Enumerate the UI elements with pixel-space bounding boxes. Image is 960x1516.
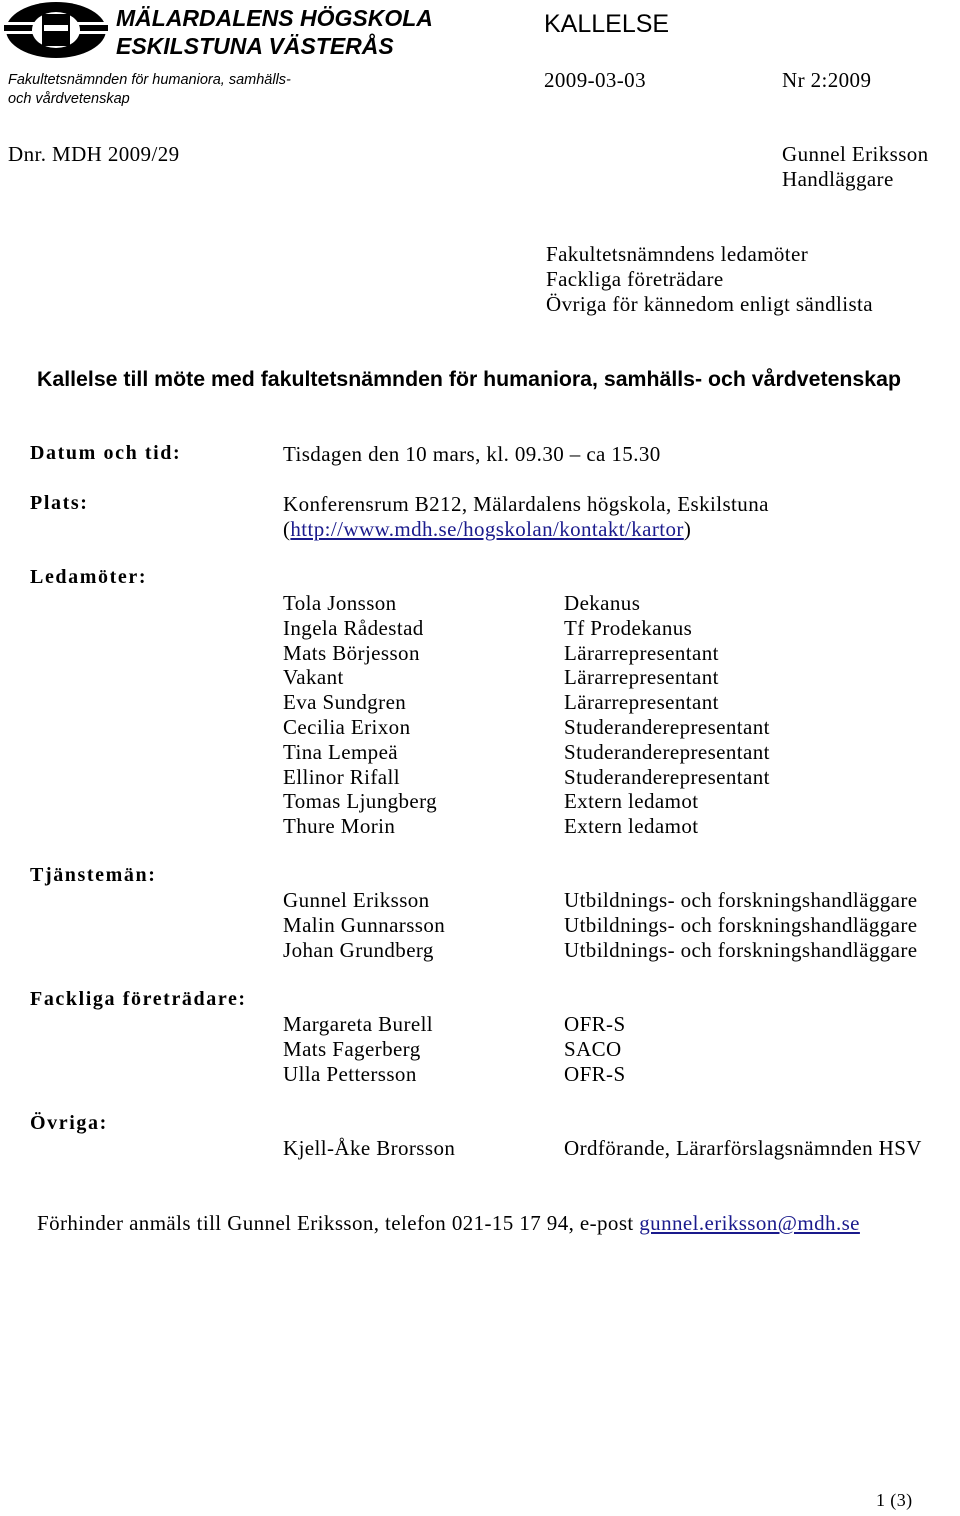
member-role: Dekanus bbox=[564, 591, 641, 615]
document-date: 2009-03-03 bbox=[544, 68, 646, 92]
document-type: KALLELSE bbox=[544, 10, 670, 38]
members-label: Ledamöter: bbox=[30, 566, 148, 588]
recipient-item: Övriga för kännedom enligt sändlista bbox=[546, 291, 873, 316]
document-number: Nr 2:2009 bbox=[782, 68, 872, 92]
official-role: Utbildnings- och forskningshandläggare bbox=[564, 912, 918, 937]
member-role: Lärarrepresentant bbox=[564, 640, 719, 665]
members-roles bbox=[564, 591, 770, 839]
member-name: Eva Sundgren bbox=[283, 690, 407, 715]
official-role: Utbildnings- och forskningshandläggare bbox=[564, 937, 918, 962]
absence-notice-text: Förhinder anmäls till Gunnel Eriksson, telefon 021-15 17 94, e-post bbox=[37, 1211, 640, 1235]
map-link[interactable]: http://www.mdh.se/hogskolan/kontakt/kartor bbox=[290, 517, 684, 541]
email-link[interactable]: gunnel.eriksson@mdh.se bbox=[639, 1211, 860, 1235]
member-name: Mats Börjesson bbox=[283, 640, 420, 665]
member-role: Extern ledamot bbox=[564, 789, 699, 814]
union-roles bbox=[564, 1012, 626, 1086]
recipient-item: Fakultetsnämndens ledamöter bbox=[546, 242, 809, 266]
page-title: Kallelse till möte med fakultetsnämnden för humaniora, samhälls- och vårdvetenskap bbox=[37, 367, 901, 391]
logo-emblem-icon bbox=[4, 0, 433, 62]
union-name: Ulla Pettersson bbox=[283, 1061, 417, 1086]
handler-role: Handläggare bbox=[782, 167, 894, 191]
members-names bbox=[283, 591, 437, 839]
union-role: SACO bbox=[564, 1036, 622, 1061]
member-name: Vakant bbox=[283, 665, 344, 690]
link-paren-open: ( bbox=[283, 517, 291, 541]
page-number: 1 (3) bbox=[876, 1490, 913, 1510]
member-name: Ingela Rådestad bbox=[283, 615, 424, 640]
official-name: Malin Gunnarsson bbox=[283, 912, 446, 937]
member-role: Lärarrepresentant bbox=[564, 665, 719, 690]
time-value: Tisdagen den 10 mars, kl. 09.30 – ca 15.30 bbox=[283, 442, 661, 466]
diary-number: Dnr. MDH 2009/29 bbox=[8, 142, 180, 166]
union-name: Mats Fagerberg bbox=[283, 1036, 421, 1061]
member-name: Tina Lempeä bbox=[283, 739, 399, 764]
member-name: Thure Morin bbox=[283, 814, 396, 839]
union-names bbox=[283, 1012, 433, 1086]
member-role: Tf Prodekanus bbox=[564, 615, 693, 640]
member-role: Lärarrepresentant bbox=[564, 690, 719, 715]
university-logo bbox=[4, 0, 433, 62]
time-label: Datum och tid: bbox=[30, 442, 182, 464]
others-role: Ordförande, Lärarförslagsnämnden HSV bbox=[564, 1136, 922, 1160]
recipient-list bbox=[546, 242, 873, 316]
union-name: Margareta Burell bbox=[283, 1012, 434, 1036]
officials-roles bbox=[564, 888, 917, 962]
place-map-link-line bbox=[283, 517, 691, 542]
recipient-item: Fackliga företrädare bbox=[546, 266, 724, 291]
official-name: Johan Grundberg bbox=[283, 937, 434, 962]
link-paren-close: ) bbox=[683, 517, 692, 541]
officials-names bbox=[283, 888, 445, 962]
member-role: Extern ledamot bbox=[564, 814, 699, 839]
svg-text:MÄLARDALENS HÖGSKOLA: MÄLARDALENS HÖGSKOLA bbox=[116, 5, 433, 31]
member-name: Ellinor Rifall bbox=[283, 764, 400, 789]
handler-name: Gunnel Eriksson bbox=[782, 142, 929, 166]
svg-text:ESKILSTUNA VÄSTERÅS: ESKILSTUNA VÄSTERÅS bbox=[116, 33, 394, 59]
others-label: Övriga: bbox=[30, 1112, 108, 1134]
officials-label: Tjänstemän: bbox=[30, 864, 157, 886]
faculty-name: Fakultetsnämnden för humaniora, samhälls- och vårdvetenskap bbox=[8, 72, 291, 107]
member-role: Studeranderepresentant bbox=[564, 714, 770, 739]
official-name: Gunnel Eriksson bbox=[283, 888, 430, 912]
member-name: Tomas Ljungberg bbox=[283, 789, 438, 814]
official-role: Utbildnings- och forskningshandläggare bbox=[564, 888, 918, 912]
others-name: Kjell-Åke Brorsson bbox=[283, 1136, 456, 1160]
absence-notice bbox=[37, 1211, 860, 1236]
place-label: Plats: bbox=[30, 492, 89, 514]
member-name: Tola Jonsson bbox=[283, 591, 397, 615]
place-value: Konferensrum B212, Mälardalens högskola, Eskilstuna bbox=[283, 492, 769, 516]
member-role: Studeranderepresentant bbox=[564, 764, 770, 789]
member-role: Studeranderepresentant bbox=[564, 739, 770, 764]
member-name: Cecilia Erixon bbox=[283, 714, 411, 739]
union-label: Fackliga företrädare: bbox=[30, 988, 247, 1010]
union-role: OFR-S bbox=[564, 1061, 626, 1086]
union-role: OFR-S bbox=[564, 1012, 626, 1036]
